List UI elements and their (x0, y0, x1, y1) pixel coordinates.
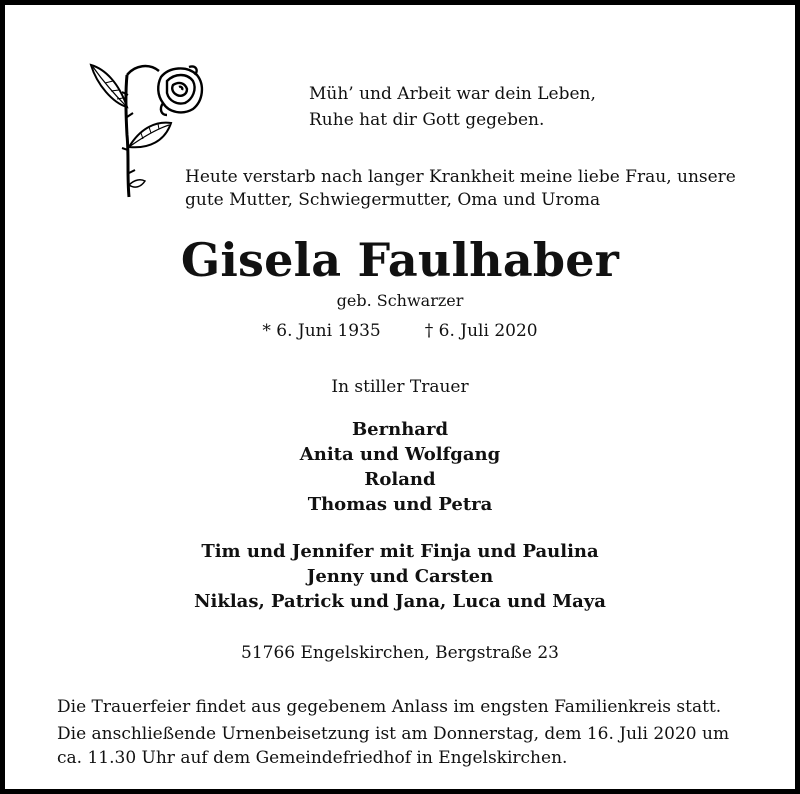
mourning-phrase: In stiller Trauer (331, 377, 469, 397)
intro-text (185, 166, 765, 212)
family-member: Tim und Jennifer mit Finja und Paulina (201, 541, 599, 562)
family-member: Roland (364, 469, 436, 490)
funeral-notes (57, 695, 777, 770)
motto-line: Ruhe hat dir Gott gegeben. (309, 110, 545, 130)
family-member: Bernhard (351, 419, 449, 440)
family-member: Jenny und Carsten (306, 566, 494, 587)
family-member: Niklas, Patrick und Jana, Luca und Maya (194, 591, 606, 612)
intro-line: Heute verstarb nach langer Krankheit meine liebe Frau, unsere (185, 167, 736, 187)
burial-note-line: ca. 11.30 Uhr auf dem Gemeindefriedhof in Engelskirchen. (57, 748, 568, 768)
deceased-name: Gisela Faulhaber (180, 233, 620, 287)
ceremony-note: Die Trauerfeier findet aus gegebenem Anlass im engsten Familienkreis statt. (57, 697, 722, 717)
family-grandchildren (5, 539, 795, 614)
birth-date: * 6. Juni 1935 (262, 321, 381, 341)
intro-line: gute Mutter, Schwiegermutter, Oma und Uroma (185, 190, 601, 210)
family-member: Thomas und Petra (307, 494, 493, 515)
motto-line: Müh’ und Arbeit war dein Leben, (309, 84, 596, 104)
family-address: 51766 Engelskirchen, Bergstraße 23 (241, 643, 559, 663)
family-children (5, 417, 795, 517)
life-dates (5, 321, 795, 341)
family-member: Anita und Wolfgang (299, 444, 501, 465)
burial-note-line: Die anschließende Urnenbeisetzung ist am Donnerstag, dem 16. Juli 2020 um (57, 724, 730, 744)
maiden-name: geb. Schwarzer (336, 291, 464, 310)
motto-verse (309, 81, 596, 133)
death-date: † 6. Juli 2020 (424, 321, 538, 341)
